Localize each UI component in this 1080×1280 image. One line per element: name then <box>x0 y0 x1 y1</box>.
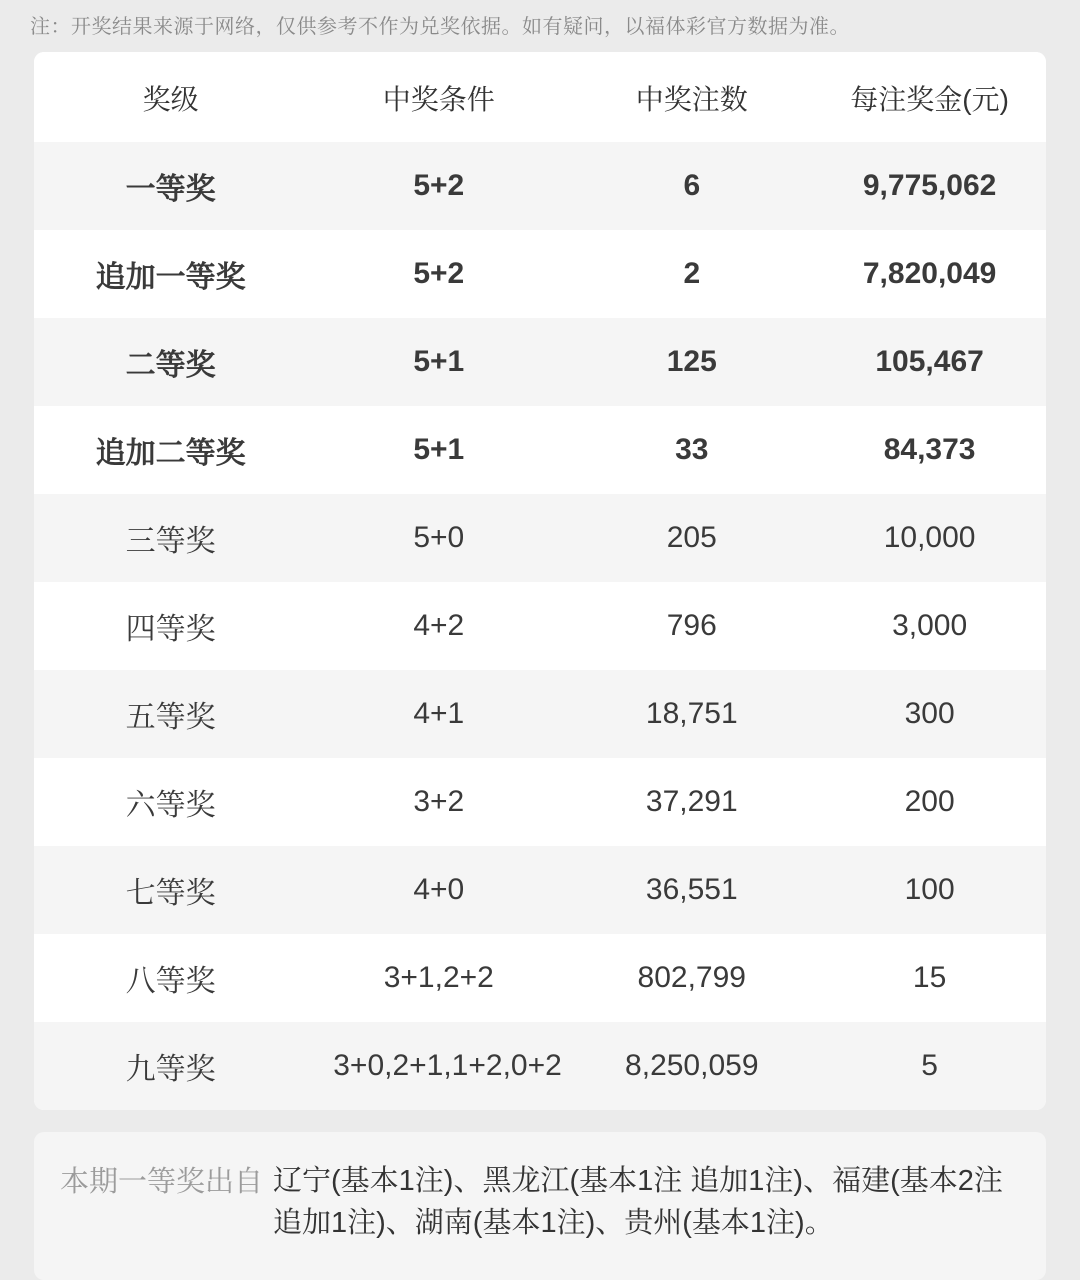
cell-count: 802,799 <box>570 934 813 1022</box>
cell-count: 796 <box>570 582 813 670</box>
first-prize-origin-text: 辽宁(基本1注)、黑龙江(基本1注 追加1注)、福建(基本2注 追加1注)、湖南(基本1注)、贵州(基本1注)。 <box>273 1165 1003 1240</box>
prize-table <box>34 52 1046 1110</box>
cell-count: 37,291 <box>570 758 813 846</box>
cell-condition: 5+1 <box>307 406 570 494</box>
table-header-row <box>34 52 1046 142</box>
cell-level: 二等奖 <box>34 318 307 406</box>
table-row <box>34 494 1046 582</box>
cell-count: 36,551 <box>570 846 813 934</box>
cell-level: 三等奖 <box>34 494 307 582</box>
table-row <box>34 670 1046 758</box>
first-prize-origin-card <box>34 1132 1046 1280</box>
prize-table-head <box>34 52 1046 142</box>
cell-condition: 5+1 <box>307 318 570 406</box>
cell-amount: 3,000 <box>813 582 1046 670</box>
prize-table-body <box>34 142 1046 1110</box>
prize-table-card <box>34 52 1046 1110</box>
cell-amount: 5 <box>813 1022 1046 1110</box>
cell-amount: 15 <box>813 934 1046 1022</box>
header-count: 中奖注数 <box>570 52 813 142</box>
cell-level: 八等奖 <box>34 934 307 1022</box>
cell-condition: 5+0 <box>307 494 570 582</box>
cell-count: 205 <box>570 494 813 582</box>
cell-level: 九等奖 <box>34 1022 307 1110</box>
table-row <box>34 142 1046 230</box>
cell-count: 125 <box>570 318 813 406</box>
cell-level: 四等奖 <box>34 582 307 670</box>
first-prize-origin-label: 本期一等奖出自 <box>60 1166 264 1198</box>
cell-amount: 300 <box>813 670 1046 758</box>
header-amount: 每注奖金(元) <box>813 52 1046 142</box>
cell-count: 6 <box>570 142 813 230</box>
table-row <box>34 406 1046 494</box>
table-row <box>34 758 1046 846</box>
cell-condition: 3+2 <box>307 758 570 846</box>
table-row <box>34 1022 1046 1110</box>
cell-count: 33 <box>570 406 813 494</box>
table-row <box>34 230 1046 318</box>
cell-count: 18,751 <box>570 670 813 758</box>
cell-level: 七等奖 <box>34 846 307 934</box>
cell-condition: 3+0,2+1,1+2,0+2 <box>307 1022 570 1110</box>
cell-amount: 105,467 <box>813 318 1046 406</box>
cell-condition: 4+1 <box>307 670 570 758</box>
table-row <box>34 846 1046 934</box>
cell-count: 2 <box>570 230 813 318</box>
cell-condition: 4+0 <box>307 846 570 934</box>
header-condition: 中奖条件 <box>307 52 570 142</box>
cell-condition: 3+1,2+2 <box>307 934 570 1022</box>
cell-amount: 84,373 <box>813 406 1046 494</box>
cell-amount: 7,820,049 <box>813 230 1046 318</box>
cell-amount: 9,775,062 <box>813 142 1046 230</box>
cell-count: 8,250,059 <box>570 1022 813 1110</box>
cell-amount: 10,000 <box>813 494 1046 582</box>
table-row <box>34 934 1046 1022</box>
cell-level: 一等奖 <box>34 142 307 230</box>
header-level: 奖级 <box>34 52 307 142</box>
cell-condition: 5+2 <box>307 142 570 230</box>
cell-condition: 5+2 <box>307 230 570 318</box>
cell-level: 六等奖 <box>34 758 307 846</box>
cell-amount: 200 <box>813 758 1046 846</box>
cell-condition: 4+2 <box>307 582 570 670</box>
cell-level: 追加一等奖 <box>34 230 307 318</box>
cell-level: 追加二等奖 <box>34 406 307 494</box>
table-row <box>34 582 1046 670</box>
cell-level: 五等奖 <box>34 670 307 758</box>
cell-amount: 100 <box>813 846 1046 934</box>
table-row <box>34 318 1046 406</box>
first-prize-origin-row <box>60 1160 1020 1244</box>
disclaimer-notice: 注：开奖结果来源于网络，仅供参考不作为兑奖依据。如有疑问，以福体彩官方数据为准。 <box>30 16 850 38</box>
